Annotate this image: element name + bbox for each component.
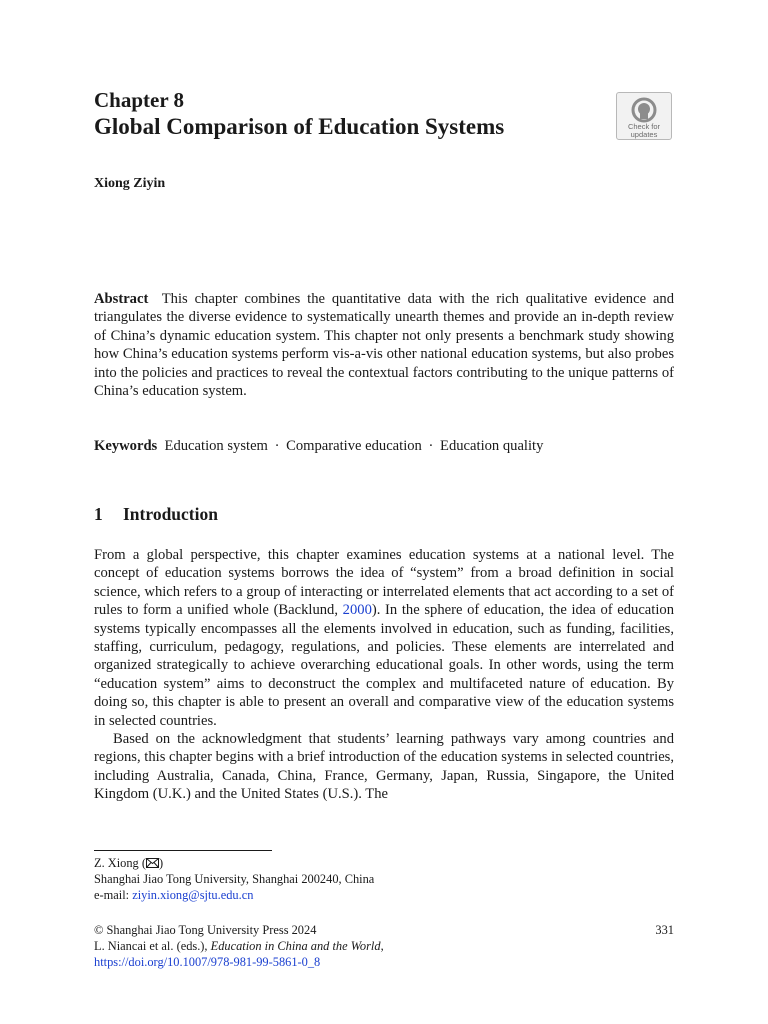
footnote-email-line xyxy=(94,887,374,903)
section-number: 1 xyxy=(94,504,103,524)
footnote-divider xyxy=(94,850,272,851)
footnote xyxy=(94,855,374,904)
keywords xyxy=(94,437,674,455)
keyword-separator: · xyxy=(428,438,434,454)
book-citation-line xyxy=(94,938,674,954)
chapter-title: Global Comparison of Education Systems xyxy=(94,114,505,139)
book-editors: L. Niancai et al. (eds.), xyxy=(94,939,208,954)
paragraph xyxy=(94,546,674,730)
citation-link[interactable]: 2000 xyxy=(342,602,372,619)
footnote-affiliation: Shanghai Jiao Tong University, Shanghai 200240, China xyxy=(94,872,375,887)
check-for-updates-icon xyxy=(631,97,657,123)
check-for-updates-badge[interactable] xyxy=(616,92,672,140)
body-text xyxy=(94,546,674,804)
copyright-line: © Shanghai Jiao Tong University Press 2024 xyxy=(94,923,317,937)
keyword-item: Education system xyxy=(164,438,268,454)
page-number: 331 xyxy=(655,923,674,937)
abstract-text: This chapter combines the quantitative data with the rich qualitative evidence and triangulates the diverse evidence to systematically unearth themes and provide an in-depth review of China’s dynamic education system. This chapter not only presents a benchmark study showing how China’s education systems perform vis-a-vis other national education systems, but also probes into the policies and practices to reveal the contextual factors contributing to the unique patterns of China’s education system. xyxy=(94,291,674,400)
email-link[interactable]: ziyin.xiong@sjtu.edu.cn xyxy=(132,888,254,903)
keyword-item: Education quality xyxy=(440,438,544,454)
paper-page xyxy=(94,0,674,1024)
section-title: Introduction xyxy=(123,504,218,524)
doi-line xyxy=(94,954,674,970)
paragraph: Based on the acknowledgment that students’ learning pathways vary among countries and regions, this chapter begins with a brief introduction of the education systems in selected countries, including Australia, Canada, China, France, Germany, Japan, Russia, Singapore, the United Kingdom (U.K.) and the United States (U.S.). The xyxy=(94,731,674,803)
doi-link[interactable]: https://doi.org/10.1007/978-981-99-5861-0_8 xyxy=(94,955,321,970)
abstract xyxy=(94,290,674,400)
footnote-author-line: Z. Xiong ( ) xyxy=(94,856,164,870)
chapter-label: Chapter 8 xyxy=(94,88,185,112)
email-label: e-mail: xyxy=(94,888,130,903)
keyword-item: Comparative education xyxy=(286,438,422,454)
keyword-separator: · xyxy=(274,438,280,454)
section-heading xyxy=(94,504,218,525)
check-badge-line2: updates xyxy=(630,130,658,139)
mail-icon xyxy=(146,858,159,868)
abstract-label: Abstract xyxy=(94,291,149,307)
book-title: Education in China and the World xyxy=(210,939,381,954)
footnote-author: Z. Xiong xyxy=(94,856,139,870)
paragraph-text: ). In the sphere of education, the idea of education systems typically encompasses all the elements involved in education, such as funding, facilities, staffing, curriculum, pedagogy, regulations, and policies. These elements are interrelated and organized strategically to achieve overarching educational goals. In other words, using the term “education system” aims to deconstruct the complex and multifaceted nature of education. By doing so, this chapter is able to present an overall and comparative view of the education systems in selected countries. xyxy=(94,602,674,729)
keywords-label: Keywords xyxy=(94,438,158,454)
paragraph-text: From a global perspective, this chapter examines education systems at a national level. The concept of education systems borrows the idea of “system” from a broad definition in social science, which refers to a group of interacting or interrelated elements that act according to a set of rules to form a unified whole (Backlund, xyxy=(94,547,674,619)
book-citation-suffix: , xyxy=(380,939,384,954)
author-name: Xiong Ziyin xyxy=(94,176,166,191)
check-badge-line1: Check for xyxy=(627,122,661,131)
copyright-block xyxy=(94,922,674,971)
